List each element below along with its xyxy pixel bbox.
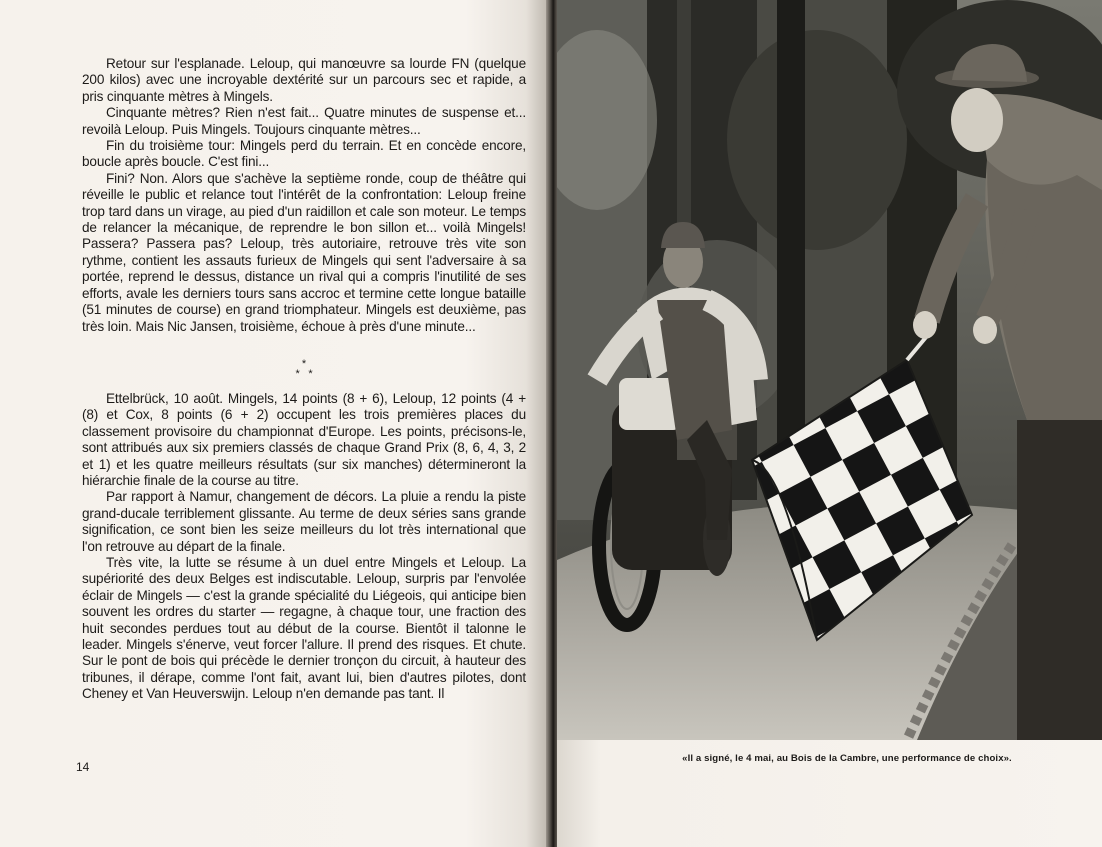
section-separator (82, 359, 526, 379)
paragraph: Par rapport à Namur, changement de décors. La pluie a rendu la piste grand-ducale terriblement glissante. Au terme de deux séries sans grande signification, ce sont bien les seize meilleurs du lot très international que l'on retrouve au départ de la finale. (82, 489, 526, 554)
photo-caption: «Il a signé, le 4 mai, au Bois de la Cambre, une performance de choix». (682, 753, 1012, 764)
paragraph: Fini? Non. Alors que s'achève la septième ronde, coup de théâtre qui réveille le public et relance tout l'intérêt de la confrontation: Leloup freine trop tard dans un virage, au pied d'un raidillon et cale son moteur. Le temps de relancer la mécanique, de reprendre le bon sillon et... voilà Mingels! Passera? Passera pas? Leloup, très autoriaire, retrouve très vite son rythme, contient les assauts furieux de Mingels qui sent l'adversaire à sa portée, reprend le dessus, distance un rival qui a compris l'inutilité de ses efforts, avale les derniers tours sans accroc et termine cette longue bataille (51 minutes de course) en grand triomphateur. Mingels est deuxième, pas très loin. Mais Nic Jansen, troisième, échoue à près d'une minute... (82, 170, 526, 334)
page-number: 14 (76, 760, 90, 774)
body-text (82, 56, 526, 703)
paragraph: Fin du troisième tour: Mingels perd du terrain. Et en concède encore, boucle après boucle. C'est fini... (82, 138, 526, 170)
paragraph: Cinquante mètres? Rien n'est fait... Quatre minutes de suspense et... revoilà Leloup. Puis Mingels. Toujours cinquante mètres... (82, 105, 526, 137)
left-page (0, 0, 548, 847)
motorcycle-racer-checkered-flag-photo (557, 0, 1102, 740)
paragraph: Retour sur l'esplanade. Leloup, qui manœuvre sa lourde FN (quelque 200 kilos) avec une incroyable dextérité sur un parcours sec et rapide, a pris cinquante mètres à Mingels. (82, 56, 526, 104)
right-page (557, 0, 1102, 847)
separator-star-top: * (301, 357, 307, 370)
paragraph: Ettelbrück, 10 août. Mingels, 14 points (8 + 6), Leloup, 12 points (4 + (8) et Cox, 8 points (6 + 2) occupent les trois premières places du classement provisoire du championnat d'Europe. Les points, précisons-le, sont attribués aux six premiers classés de chaque Grand Prix (8, 6, 4, 3, 2 et 1) et les quatre meilleurs résultats (sur six manches) détermineront la hiérarchie finale de la course au titre. (82, 390, 526, 488)
separator-stars-bottom: * * (295, 367, 313, 380)
paragraph: Très vite, la lutte se résume à un duel entre Mingels et Leloup. La supériorité des deux Belges est indiscutable. Leloup, surpris par l'envolée éclair de Mingels — c'est la grande spécialité du Liégeois, qui anticipe bien souvent les ordres du starter — regagne, à chaque tour, une fraction des huit secondes perdues tout au début de la course. Bientôt il talonne le leader. Mingels s'énerve, veut forcer l'allure. Il prend des risques. Et chute. Sur le pont de bois qui précède le dernier tronçon du circuit, à hauteur des tribunes, il dérape, comme l'ont fait, avant lui, bien d'autres pilotes, dont Cheney et Van Heuverswijn. Leloup n'en demande pas tant. Il (82, 554, 526, 702)
